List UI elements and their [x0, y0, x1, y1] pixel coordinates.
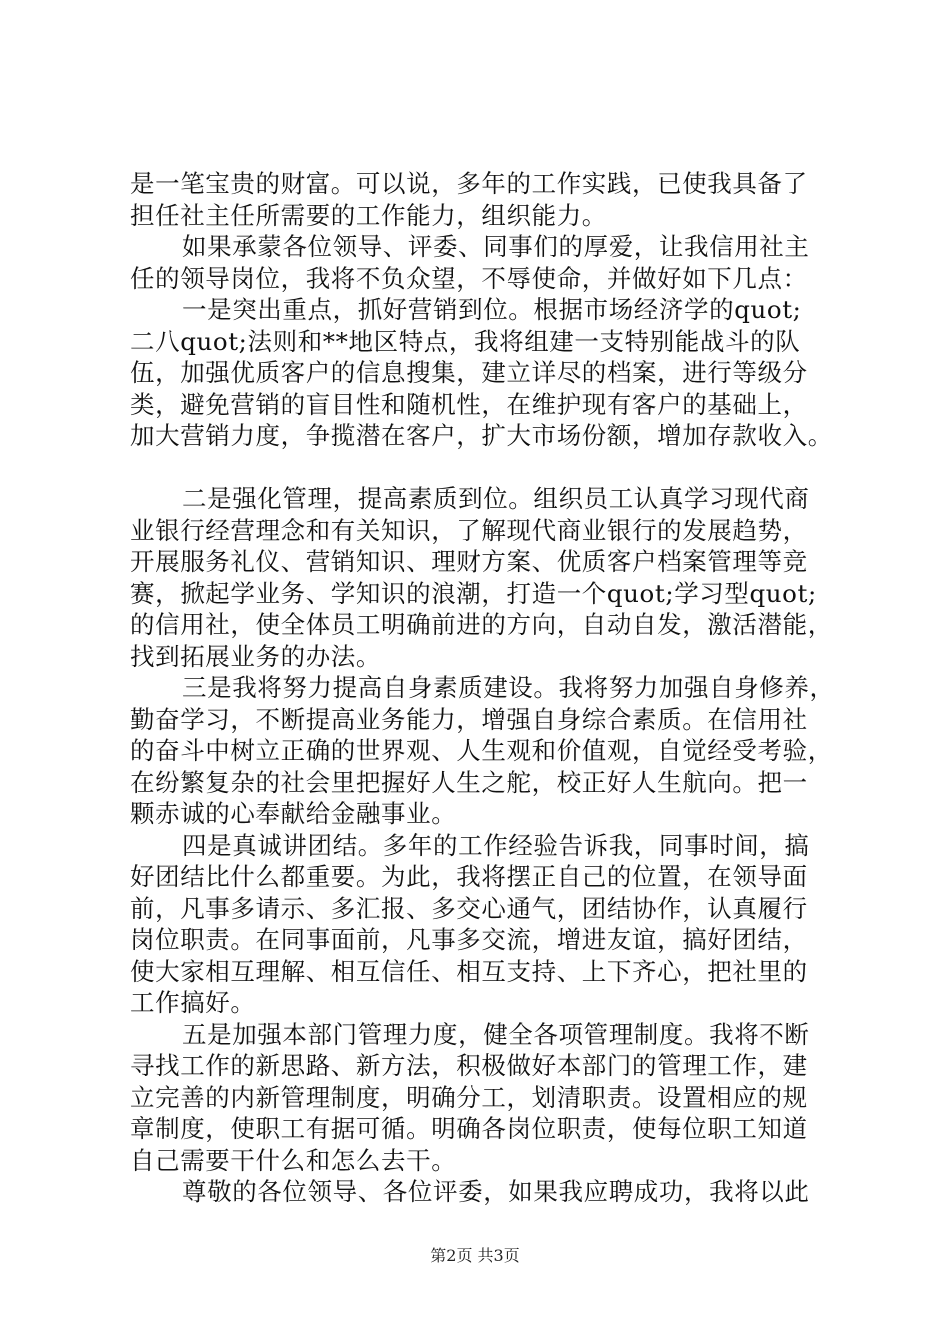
text-line: 立完善的内新管理制度，明确分工，划清职责。设置相应的规 [130, 1082, 808, 1112]
text-line: 如果承蒙各位领导、评委、同事们的厚爱，让我信用社主 [182, 232, 810, 261]
text-line: 开展服务礼仪、营销知识、理财方案、优质客户档案管理等竞 [130, 547, 808, 576]
text-line: 工作搞好。 [130, 988, 256, 1017]
text-line: 尊敬的各位领导、各位评委，如果我应聘成功，我将以此 [182, 1177, 810, 1206]
text-line: 类，避免营销的盲目性和随机性，在维护现有客户的基础上， [130, 389, 808, 419]
text-line: 找到拓展业务的办法。 [130, 641, 381, 671]
text-line: 业银行经营理念和有关知识，了解现代商业银行的发展趋势， [130, 515, 808, 545]
text-line: 前，凡事多请示、多汇报、多交心通气，团结协作，认真履行 [130, 893, 808, 923]
text-line: 是一笔宝贵的财富。可以说，多年的工作实践，已使我具备了 [130, 169, 808, 198]
text-line: 五是加强本部门管理力度，健全各项管理制度。我将不断 [182, 1019, 810, 1049]
text-line: 任的领导岗位，我将不负众望，不辱使命，并做好如下几点： [130, 263, 808, 293]
text-line: 章制度，使职工有据可循。明确各岗位职责，使每位职工知道 [130, 1114, 808, 1143]
text-line: 加大营销力度，争揽潜在客户，扩大市场份额，增加存款收入。 [130, 421, 833, 450]
text-line: 伍，加强优质客户的信息搜集，建立详尽的档案，进行等级分 [130, 358, 808, 387]
text-line: 在纷繁复杂的社会里把握好人生之舵，校正好人生航向。把一 [130, 767, 808, 797]
text-line: 使大家相互理解、相互信任、相互支持、上下齐心，把社里的 [130, 956, 808, 986]
text-line: 担任社主任所需要的工作能力，组织能力。 [130, 200, 607, 230]
paragraph-gap [130, 452, 835, 484]
text-line: 赛，掀起学业务、学知识的浪潮，打造一个quot;学习型quot; [130, 578, 817, 608]
text-line: 的奋斗中树立正确的世界观、人生观和价值观，自觉经受考验， [130, 736, 833, 765]
text-line: 好团结比什么都重要。为此，我将摆正自己的位置，在领导面 [130, 862, 808, 891]
text-line: 四是真诚讲团结。多年的工作经验告诉我，同事时间，搞 [182, 830, 810, 860]
text-line: 勤奋学习，不断提高业务能力，增强自身综合素质。在信用社 [130, 704, 808, 734]
text-line: 颗赤诚的心奉献给金融事业。 [130, 799, 457, 828]
text-line: 三是我将努力提高自身素质建设。我将努力加强自身修养， [182, 673, 835, 702]
text-line: 自己需要干什么和怎么去干。 [130, 1145, 457, 1175]
text-line: 寻找工作的新思路、新方法，积极做好本部门的管理工作，建 [130, 1051, 808, 1080]
text-line: 二八quot;法则和**地区特点，我将组建一支特别能战斗的队 [130, 326, 801, 356]
text-line: 二是强化管理，提高素质到位。组织员工认真学习现代商 [182, 484, 810, 513]
text-line: 一是突出重点，抓好营销到位。根据市场经济学的quot; [182, 295, 802, 324]
document-body [130, 168, 835, 1208]
text-line: 岗位职责。在同事面前，凡事多交流，增进友谊，搞好团结， [130, 925, 808, 954]
page-number-footer: 第2页 共3页 [430, 1246, 520, 1265]
text-line: 的信用社，使全体员工明确前进的方向，自动自发，激活潜能， [130, 610, 833, 639]
